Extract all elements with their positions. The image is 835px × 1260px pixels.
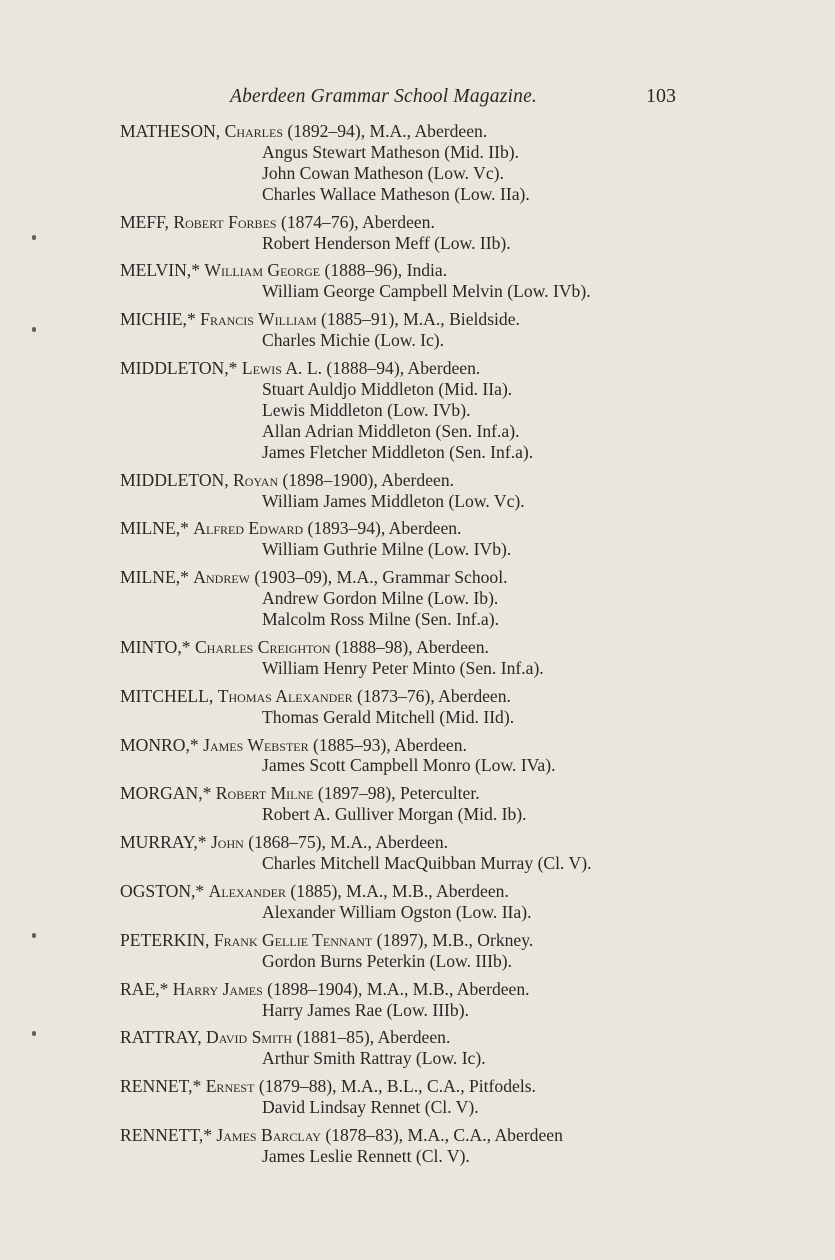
entry-details: (1878–83), M.A., C.A., Aberdeen xyxy=(320,1125,563,1146)
entry-surname: MINTO,* xyxy=(120,636,195,657)
entry-surname: MEFF, xyxy=(120,211,174,232)
entry xyxy=(120,930,810,972)
entry-surname: MATHESON, xyxy=(120,121,225,141)
entry-given-names: Ernest xyxy=(205,1076,255,1097)
entry-son: Robert Henderson Meff (Low. IIb). xyxy=(262,232,511,253)
entry-surname: MIDDLETON,* xyxy=(120,358,242,379)
entry-son: Gordon Burns Peterkin (Low. IIIb). xyxy=(262,950,513,971)
entry-son: Robert A. Gulliver Morgan (Mid. Ib). xyxy=(262,804,527,825)
entry-surname: RENNET,* xyxy=(120,1076,206,1097)
margin-mark xyxy=(32,235,36,240)
entry-details: (1888–94), Aberdeen. xyxy=(322,358,481,379)
page-number: 103 xyxy=(646,85,676,107)
entry-details: (1898–1900), Aberdeen. xyxy=(278,469,455,490)
entry-list xyxy=(120,121,810,1174)
entry-given-names: Charles xyxy=(224,121,283,141)
entry xyxy=(120,358,810,463)
entry-given-names: Royan xyxy=(233,469,279,490)
entry-heading xyxy=(120,260,810,281)
entry-son: Thomas Gerald Mitchell (Mid. IId). xyxy=(262,706,515,727)
entry-heading xyxy=(120,930,810,951)
entry-son: Alexander William Ogston (Low. IIa). xyxy=(262,901,532,922)
entry-heading xyxy=(120,470,810,491)
margin-mark xyxy=(32,327,36,332)
entry-details: (1903–09), M.A., Grammar School. xyxy=(250,567,508,588)
entry-surname: MURRAY,* xyxy=(120,832,211,853)
entry-surname: MICHIE,* xyxy=(120,309,201,330)
entry-details: (1898–1904), M.A., M.B., Aberdeen. xyxy=(262,978,530,999)
entry-surname: MIDDLETON, xyxy=(120,469,234,490)
entry-heading xyxy=(120,212,810,233)
entry xyxy=(120,1125,810,1167)
entry-son: John Cowan Matheson (Low. Vc). xyxy=(262,162,504,183)
entry xyxy=(120,121,810,205)
entry-heading xyxy=(120,686,810,707)
entry-heading xyxy=(120,518,810,539)
entry-son: Harry James Rae (Low. IIIb). xyxy=(262,999,469,1020)
entry-son: James Scott Campbell Monro (Low. IVa). xyxy=(262,755,556,776)
entry-given-names: James Webster xyxy=(203,734,309,755)
entry-details: (1879–88), M.A., B.L., C.A., Pitfodels. xyxy=(254,1076,536,1097)
entry xyxy=(120,567,810,630)
entry xyxy=(120,1027,810,1069)
entry-son: James Leslie Rennett (Cl. V). xyxy=(262,1145,470,1166)
entry-surname: MILNE,* xyxy=(120,567,194,588)
entry xyxy=(120,686,810,728)
entry-heading xyxy=(120,1076,810,1097)
entry-given-names: William George xyxy=(204,260,321,281)
entry-heading xyxy=(120,121,810,142)
entry-heading xyxy=(120,358,810,379)
entry-surname: MILNE,* xyxy=(120,518,194,539)
entry-details: (1897), M.B., Orkney. xyxy=(372,929,534,950)
entry-surname: OGSTON,* xyxy=(120,881,209,901)
entry-heading xyxy=(120,309,810,330)
entry-given-names: Francis William xyxy=(200,309,317,330)
entry-heading xyxy=(120,1125,810,1146)
entry-given-names: Alfred Edward xyxy=(193,518,304,539)
entry-surname: RAE,* xyxy=(120,978,173,999)
entry-son: Charles Mitchell MacQuibban Murray (Cl. V). xyxy=(262,853,592,874)
entry-details: (1893–94), Aberdeen. xyxy=(303,518,462,539)
entry-son: Charles Wallace Matheson (Low. IIa). xyxy=(262,183,530,204)
entry-details: (1888–98), Aberdeen. xyxy=(330,636,489,657)
entry-son: Angus Stewart Matheson (Mid. IIb). xyxy=(262,141,520,162)
entry xyxy=(120,881,810,923)
entry xyxy=(120,470,810,512)
entry-details: (1873–76), Aberdeen. xyxy=(352,685,511,706)
entry-given-names: Charles Creighton xyxy=(194,636,331,657)
entry-heading xyxy=(120,881,810,902)
entry-son: William James Middleton (Low. Vc). xyxy=(262,490,525,511)
entry-details: (1881–85), Aberdeen. xyxy=(292,1027,451,1048)
entry-surname: PETERKIN, xyxy=(120,929,214,950)
entry-heading xyxy=(120,783,810,804)
entry-details: (1885–93), Aberdeen. xyxy=(308,734,467,755)
entry-son: Stuart Auldjo Middleton (Mid. IIa). xyxy=(262,378,513,399)
entry-son: Lewis Middleton (Low. IVb). xyxy=(262,399,471,420)
entry-son: Malcolm Ross Milne (Sen. Inf.a). xyxy=(262,609,499,630)
entry-given-names: John xyxy=(210,832,244,853)
entry-son: William Guthrie Milne (Low. IVb). xyxy=(262,539,512,560)
entry-given-names: James Barclay xyxy=(216,1125,321,1146)
entry-surname: MELVIN,* xyxy=(120,260,205,281)
entry-son: Andrew Gordon Milne (Low. Ib). xyxy=(262,588,499,609)
margin-mark xyxy=(32,1031,36,1036)
entry xyxy=(120,260,810,302)
entry-heading xyxy=(120,979,810,1000)
entry-given-names: Harry James xyxy=(172,978,263,999)
entry xyxy=(120,783,810,825)
entry-given-names: Andrew xyxy=(193,567,250,588)
entry-son: William George Campbell Melvin (Low. IVb). xyxy=(262,281,591,302)
entry-heading xyxy=(120,832,810,853)
entry-details: (1897–98), Peterculter. xyxy=(313,783,480,804)
entry-heading xyxy=(120,1027,810,1048)
entry-details: (1885–91), M.A., Bieldside. xyxy=(316,309,520,330)
entry-son: Arthur Smith Rattray (Low. Ic). xyxy=(262,1048,486,1069)
entry xyxy=(120,735,810,777)
entry-given-names: Robert Forbes xyxy=(173,211,277,232)
entry-son: James Fletcher Middleton (Sen. Inf.a). xyxy=(262,441,534,462)
entry-surname: RENNETT,* xyxy=(120,1125,217,1146)
entry-son: William Henry Peter Minto (Sen. Inf.a). xyxy=(262,657,544,678)
entry-details: (1868–75), M.A., Aberdeen. xyxy=(243,832,449,853)
entry-given-names: Frank Gellie Tennant xyxy=(213,929,373,950)
entry-surname: MONRO,* xyxy=(120,734,204,755)
entry-given-names: Thomas Alexander xyxy=(217,685,353,706)
entry-details: (1874–76), Aberdeen. xyxy=(276,211,435,232)
entry-heading xyxy=(120,735,810,756)
running-title: Aberdeen Grammar School Magazine. xyxy=(230,86,537,107)
entry-son: David Lindsay Rennet (Cl. V). xyxy=(262,1097,479,1118)
entry-son: Charles Michie (Low. Ic). xyxy=(262,330,445,351)
entry-surname: MORGAN,* xyxy=(120,783,216,804)
entry-surname: MITCHELL, xyxy=(120,685,218,706)
page-header xyxy=(0,84,835,112)
entry-heading xyxy=(120,637,810,658)
entry-son: Allan Adrian Middleton (Sen. Inf.a). xyxy=(262,420,520,441)
entry-given-names: Robert Milne xyxy=(215,783,314,804)
entry xyxy=(120,1076,810,1118)
entry-heading xyxy=(120,567,810,588)
entry-given-names: Alexander xyxy=(208,881,287,901)
entry-given-names: Lewis A. L. xyxy=(241,358,322,379)
entry-given-names: David Smith xyxy=(206,1027,293,1048)
entry-details: (1885), M.A., M.B., Aberdeen. xyxy=(286,881,509,901)
margin-mark xyxy=(32,933,36,938)
entry-details: (1888–96), India. xyxy=(320,260,448,281)
entry-surname: RATTRAY, xyxy=(120,1027,207,1048)
entry xyxy=(120,832,810,874)
entry xyxy=(120,637,810,679)
entry xyxy=(120,212,810,254)
entry-details: (1892–94), M.A., Aberdeen. xyxy=(283,121,488,141)
entry xyxy=(120,309,810,351)
entry xyxy=(120,518,810,560)
entry xyxy=(120,979,810,1021)
